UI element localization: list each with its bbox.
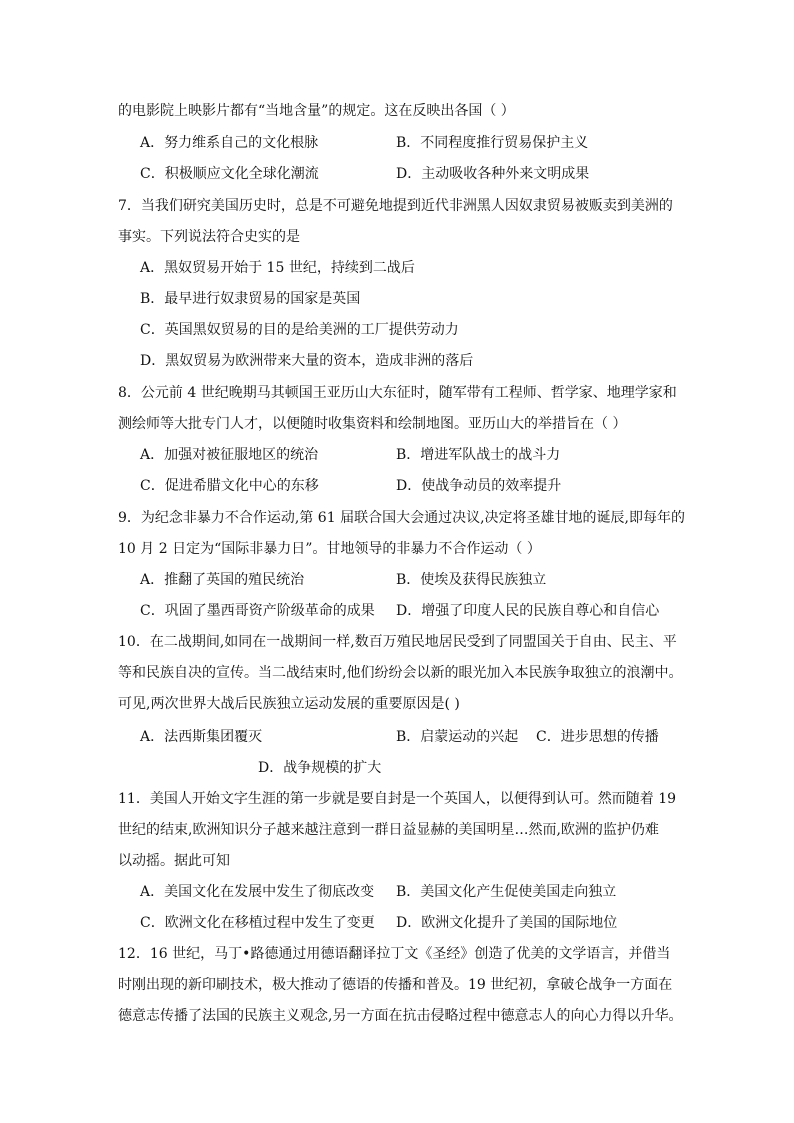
question-7-option-b[interactable]: B．最早进行奴隶贸易的国家是英国 bbox=[140, 291, 361, 307]
question-6-tail: 的电影院上映影片都有“当地含量”的规定。这在反映出各国（ ） bbox=[118, 103, 515, 119]
question-6-option-d[interactable]: D．主动吸收各种外来文明成果 bbox=[396, 166, 590, 182]
question-9-option-b[interactable]: B．使埃及获得民族独立 bbox=[396, 572, 547, 588]
question-8-option-c[interactable]: C．促进希腊文化中心的东移 bbox=[140, 478, 319, 494]
question-8-stem-line2: 测绘师等大批专门人才，以便随时收集资料和绘制地图。亚历山大的举措旨在（ ） bbox=[118, 416, 627, 432]
question-11-stem-line2: 世纪的结束,欧洲知识分子越来越注意到一群日益显赫的美国明星…然而,欧洲的监护仍难 bbox=[118, 822, 659, 838]
question-7-option-a[interactable]: A．黑奴贸易开始于 15 世纪，持续到二战后 bbox=[140, 260, 415, 276]
question-10-option-d[interactable]: D．战争规模的扩大 bbox=[258, 760, 382, 776]
question-6-option-b[interactable]: B．不同程度推行贸易保护主义 bbox=[396, 135, 589, 151]
question-10-option-a[interactable]: A．法西斯集团覆灭 bbox=[140, 729, 263, 745]
question-9-stem-line2: 10 月 2 日定为“国际非暴力日”。甘地领导的非暴力不合作运动（ ） bbox=[118, 541, 541, 557]
question-7-stem-line2: 事实。下列说法符合史实的是 bbox=[118, 229, 300, 245]
question-8-option-d[interactable]: D．使战争动员的效率提升 bbox=[396, 478, 562, 494]
question-12-stem-line2: 时刚出现的新印刷技术，极大推动了德语的传播和普及。19 世纪初，拿破仑战争一方面在 bbox=[118, 977, 673, 993]
question-7-option-c[interactable]: C．英国黑奴贸易的目的是给美洲的工厂提供劳动力 bbox=[140, 322, 459, 338]
question-12-stem-line3: 德意志传播了法国的民族主义观念,另一方面在抗击侵略过程中德意志人的向心力得以升华。 bbox=[118, 1008, 683, 1024]
question-11-stem-line1: 11．美国人开始文字生涯的第一步就是要自封是一个英国人，以便得到认可。然而随着 19 bbox=[118, 791, 677, 807]
question-7-option-d[interactable]: D．黑奴贸易为欧洲带来大量的资本，造成非洲的落后 bbox=[140, 353, 474, 369]
question-10-stem-line3: 可见,两次世界大战后民族独立运动发展的重要原因是( ) bbox=[118, 696, 460, 712]
question-6-option-c[interactable]: C．积极顺应文化全球化潮流 bbox=[140, 166, 319, 182]
question-9-option-c[interactable]: C．巩固了墨西哥资产阶级革命的成果 bbox=[140, 603, 375, 619]
question-9-option-d[interactable]: D．增强了印度人民的民族自尊心和自信心 bbox=[396, 603, 660, 619]
question-9-option-a[interactable]: A．推翻了英国的殖民统治 bbox=[140, 572, 305, 588]
question-8-option-b[interactable]: B．增进军队战士的战斗力 bbox=[396, 447, 561, 463]
question-9-stem-line1: 9．为纪念非暴力不合作运动,第 61 届联合国大会通过决议,决定将圣雄甘地的诞辰,即每年的 bbox=[118, 510, 685, 526]
question-8-stem-line1: 8．公元前 4 世纪晚期马其顿国王亚历山大东征时，随军带有工程师、哲学家、地理学家和 bbox=[118, 385, 677, 401]
question-6-option-a[interactable]: A．努力维系自己的文化根脉 bbox=[140, 135, 319, 151]
question-11-option-c[interactable]: C．欧洲文化在移植过程中发生了变更 bbox=[140, 915, 375, 931]
question-8-option-a[interactable]: A．加强对被征服地区的统治 bbox=[140, 447, 319, 463]
question-10-stem-line1: 10．在二战期间,如同在一战期间一样,数百万殖民地居民受到了同盟国关于自由、民主、平 bbox=[118, 634, 677, 650]
question-12-stem-line1: 12．16 世纪，马丁•路德通过用德语翻译拉丁文《圣经》创造了优美的文学语言，并借当 bbox=[118, 946, 671, 962]
question-11-option-b[interactable]: B．美国文化产生促使美国走向独立 bbox=[396, 884, 617, 900]
question-10-option-b[interactable]: B．启蒙运动的兴起 bbox=[396, 729, 519, 745]
question-11-option-a[interactable]: A．美国文化在发展中发生了彻底改变 bbox=[140, 884, 375, 900]
question-11-stem-line3: 以动摇。据此可知 bbox=[118, 853, 230, 869]
question-7-stem-line1: 7．当我们研究美国历史时，总是不可避免地提到近代非洲黑人因奴隶贸易被贩卖到美洲的 bbox=[118, 198, 673, 214]
question-10-stem-line2: 等和民族自决的宣传。当二战结束时,他们纷纷会以新的眼光加入本民族争取独立的浪潮中。 bbox=[118, 665, 683, 681]
question-11-option-d[interactable]: D．欧洲文化提升了美国的国际地位 bbox=[396, 915, 618, 931]
question-10-option-c[interactable]: C．进步思想的传播 bbox=[536, 729, 659, 745]
